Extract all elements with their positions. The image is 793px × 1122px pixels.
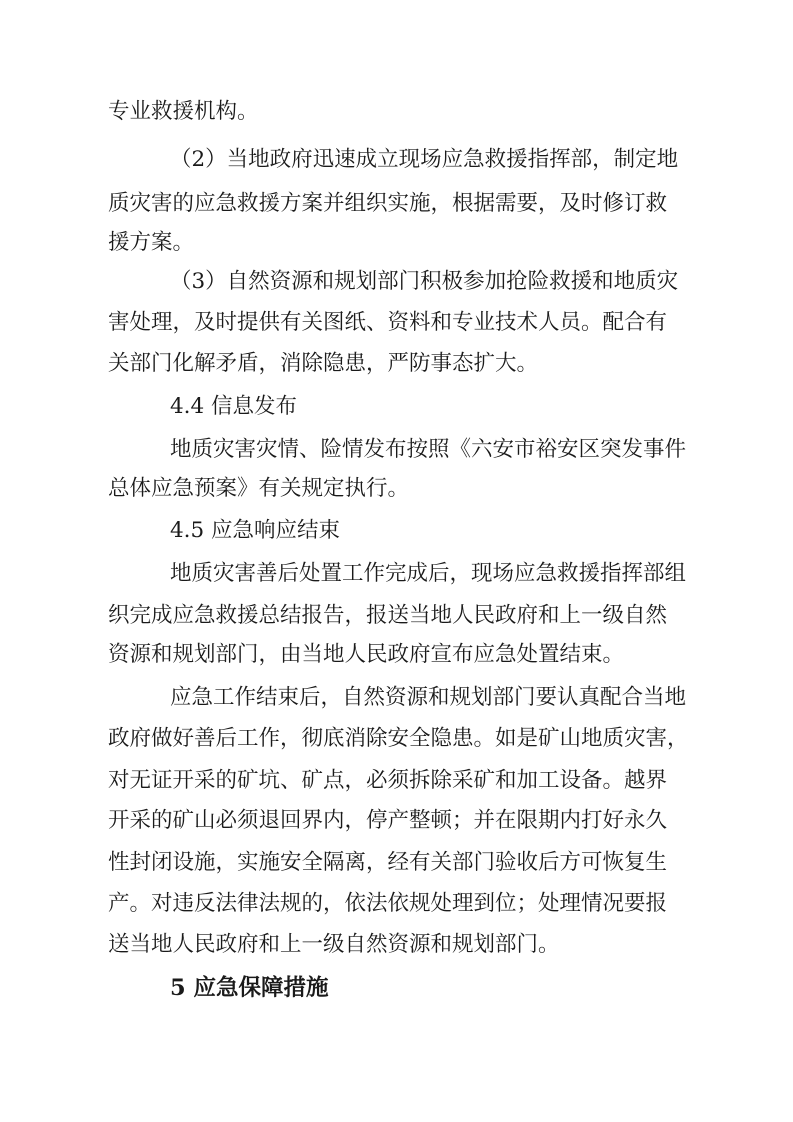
paragraph-line: 资源和规划部门，由当地人民政府宣布应急处置结束。 [108,642,625,667]
paragraph-line: （2）当地政府迅速成立现场应急救援指挥部，制定地 [170,147,679,172]
paragraph-line: 性封闭设施，实施安全隔离，经有关部门验收后方可恢复生 [108,850,668,875]
paragraph-line: （3）自然资源和规划部门积极参加抢险救援和地质灾 [170,269,679,294]
section-heading: 4.4 信息发布 [170,394,298,419]
paragraph-line: 政府做好善后工作，彻底消除安全隐患。如是矿山地质灾害， [108,726,689,751]
paragraph-line: 开采的矿山必须退回界内，停产整顿；并在限期内打好永久 [108,808,668,833]
paragraph-line: 应急工作结束后，自然资源和规划部门要认真配合当地 [170,685,687,710]
paragraph-line: 地质灾害善后处置工作完成后，现场应急救援指挥部组 [170,561,687,586]
paragraph-line: 送当地人民政府和上一级自然资源和规划部门。 [108,932,560,957]
paragraph-line: 总体应急预案》有关规定执行。 [108,476,410,501]
paragraph-line: 关部门化解矛盾，消除隐患，严防事态扩大。 [108,351,539,376]
paragraph-line: 害处理，及时提供有关图纸、资料和专业技术人员。配合有 [108,310,668,335]
chapter-heading: 5 应急保障措施 [170,975,329,1001]
paragraph-line: 织完成应急救援总结报告，报送当地人民政府和上一级自然 [108,603,668,628]
paragraph-line: 产。对违反法律法规的，依法依规处理到位；处理情况要报 [108,891,668,916]
paragraph-line: 对无证开采的矿坑、矿点，必须拆除采矿和加工设备。越界 [108,768,668,793]
paragraph-line: 专业救援机构。 [108,99,259,124]
paragraph-line: 质灾害的应急救援方案并组织实施，根据需要，及时修订救 [108,191,668,216]
paragraph-line: 地质灾害灾情、险情发布按照《六安市裕安区突发事件 [170,437,687,462]
paragraph-line: 援方案。 [108,230,195,255]
section-heading: 4.5 应急响应结束 [170,518,341,543]
